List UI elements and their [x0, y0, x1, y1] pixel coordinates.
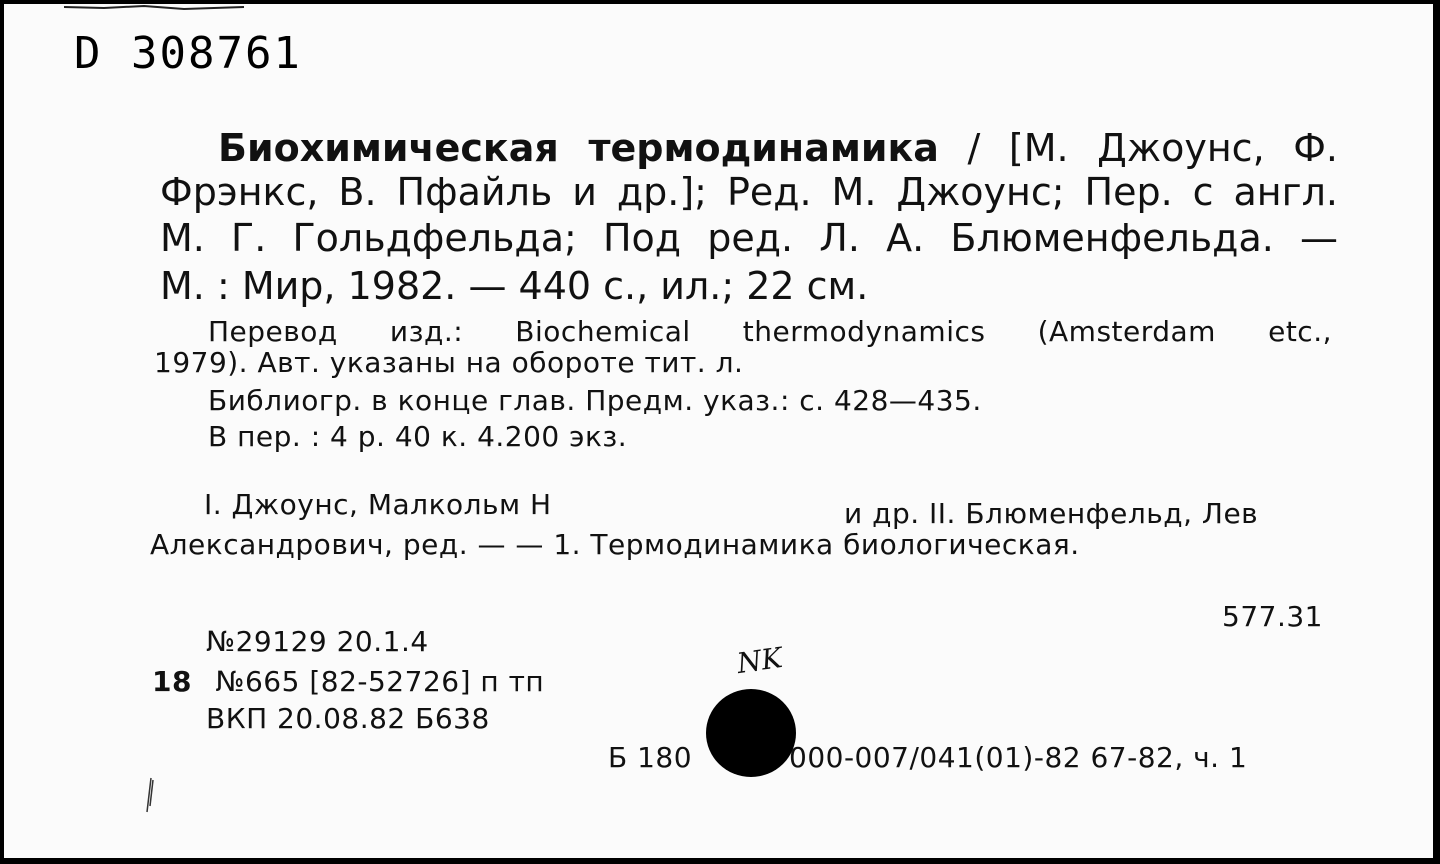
bottom-code-prefix: Б 180: [608, 741, 693, 774]
tracing-line-2: Александрович, ред. — — 1. Термодинамика биологическая.: [150, 528, 1080, 561]
title-line-3: М. Г. Гольдфельда; Под ред. Л. А. Блюменфельда. —: [160, 216, 1338, 260]
tracing-line-1-right: и др. II. Блюменфельд, Лев: [844, 497, 1259, 530]
order-line-1: №29129 20.1.4: [206, 625, 429, 658]
title-line-2: Фрэнкс, В. Пфайль и др.]; Ред. М. Джоунс; Пер. с англ.: [160, 170, 1338, 214]
book-title: Биохимическая термодинамика: [218, 126, 939, 170]
handwritten-mark: NK: [734, 640, 785, 681]
top-scratch-mark: [64, 4, 264, 14]
order-line-2: [152, 666, 544, 698]
order-prefix: 18: [152, 665, 192, 698]
note-line-3: Библиогр. в конце глав. Предм. указ.: с. 428—435.: [208, 384, 982, 417]
accession-number: D 308761: [74, 28, 302, 79]
order-line-3: ВКП 20.08.82 Б638: [206, 702, 490, 735]
bottom-code-rest: 000-007/041(01)-82 67-82, ч. 1: [789, 741, 1248, 774]
order-number: №665 [82-52726] п тп: [215, 665, 545, 698]
note-line-1: Перевод изд.: Biochemical thermodynamics (Amsterdam etc.,: [208, 315, 1332, 348]
title-line-1: [218, 128, 1338, 169]
title-line-4: М. : Мир, 1982. — 440 с., ил.; 22 см.: [160, 264, 869, 308]
ink-blot: [706, 689, 796, 777]
pencil-mark: [144, 776, 156, 816]
classification-number: 577.31: [1222, 600, 1323, 633]
note-line-4: В пер. : 4 р. 40 к. 4.200 экз.: [208, 420, 628, 453]
tracing-line-1-left: I. Джоунс, Малкольм Н: [204, 488, 552, 521]
title-responsibility: / [М. Джоунс, Ф.: [967, 126, 1339, 170]
note-line-2: 1979). Авт. указаны на обороте тит. л.: [154, 346, 744, 379]
